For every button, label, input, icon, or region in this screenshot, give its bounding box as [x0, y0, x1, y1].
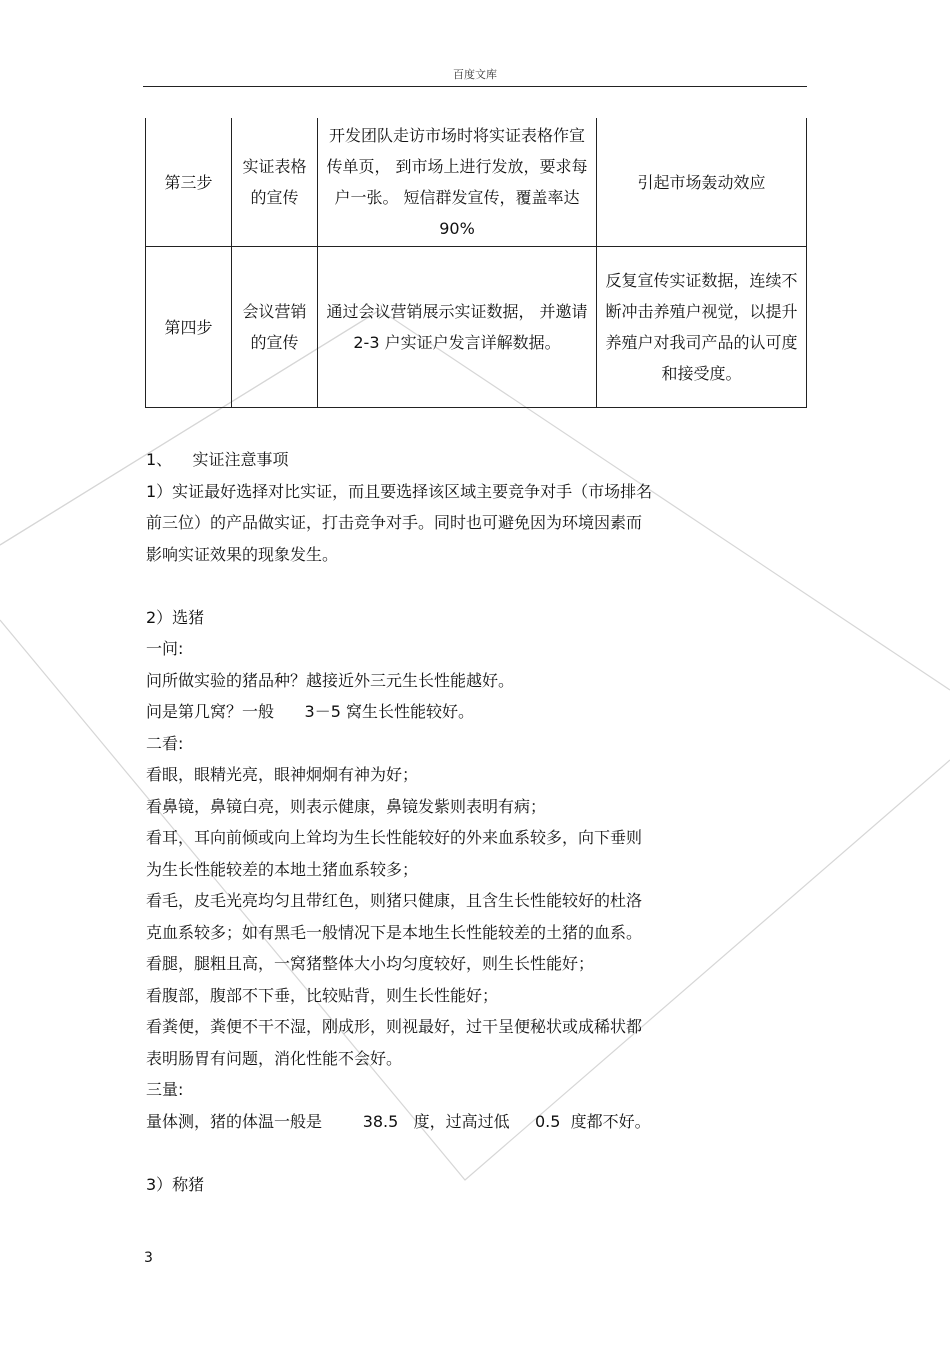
effect-cell: 反复宣传实证数据，连续不断冲击养殖户视觉，以提升养殖户对我司产品的认可度和接受度。 [597, 247, 807, 408]
header-divider [143, 86, 807, 87]
paragraph-line: 看毛，皮毛光亮均匀且带红色，则猪只健康，且含生长性能较好的杜洛 [146, 891, 643, 910]
item-heading: 三量: [146, 1080, 184, 1099]
paragraph-line: 1）实证最好选择对比实证，而且要选择该区域主要竞争对手（市场排名 [146, 481, 653, 501]
paragraph-line: 问是第几窝？一般 3－5 窝生长性能较好。 [146, 702, 474, 721]
paragraph-line: 问所做实验的猪品种？越接近外三元生长性能越好。 [146, 670, 515, 690]
paragraph-line: 影响实证效果的现象发生。 [146, 544, 339, 564]
paragraph-line: 为生长性能较差的本地土猪血系较多； [146, 859, 419, 879]
paragraph-line: 看腹部，腹部不下垂，比较贴背，则生长性能好； [146, 985, 499, 1005]
paragraph-line: 看腿，腿粗且高，一窝猪整体大小均匀度较好，则生长性能好； [146, 954, 595, 973]
table-row [146, 118, 807, 247]
steps-table [145, 118, 807, 408]
paragraph-line: 看鼻镜，鼻镜白亮，则表示健康，鼻镜发紫则表明有病； [146, 796, 547, 816]
step-cell: 第四步 [146, 247, 232, 408]
method-cell: 通过会议营销展示实证数据， 并邀请 2-3 户实证户发言详解数据。 [318, 247, 597, 408]
paragraph-line: 表明肠胃有问题，消化性能不会好。 [146, 1048, 403, 1068]
table-row [146, 247, 807, 408]
section-title: 1、 实证注意事项 [146, 450, 289, 469]
name-cell: 实证表格的宣传 [232, 118, 318, 247]
page-header: 百度文库 [453, 68, 497, 81]
paragraph-line: 看粪便，粪便不干不湿，刚成形，则视最好，过干呈便秘状或成稀状都 [146, 1017, 643, 1036]
document-body [146, 444, 766, 1200]
step-cell: 第三步 [146, 118, 232, 247]
paragraph-line: 看眼，眼精光亮，眼神炯炯有神为好； [146, 765, 419, 784]
page-number: 3 [144, 1250, 153, 1266]
paragraph-line: 前三位）的产品做实证，打击竞争对手。同时也可避免因为环境因素而 [146, 513, 643, 532]
paragraph-line: 看耳，耳向前倾或向上耸均为生长性能较好的外来血系较多，向下垂则 [146, 828, 643, 847]
method-cell: 开发团队走访市场时将实证表格作宣传单页， 到市场上进行发放，要求每户一张。 短信群发宣传，覆盖率达 90% [318, 118, 597, 247]
paragraph-line: 量体测，猪的体温一般是 38.5 度，过高过低 0.5 度都不好。 [146, 1111, 651, 1131]
name-cell: 会议营销的宣传 [232, 247, 318, 408]
item-heading: 二看: [146, 733, 184, 753]
paragraph-line: 克血系较多；如有黑毛一般情况下是本地生长性能较差的土猪的血系。 [146, 922, 643, 942]
item-heading: 一问: [146, 639, 184, 658]
effect-cell: 引起市场轰动效应 [597, 118, 807, 247]
subsection-title: 3）称猪 [146, 1174, 205, 1194]
subsection-title: 2）选猪 [146, 607, 205, 627]
